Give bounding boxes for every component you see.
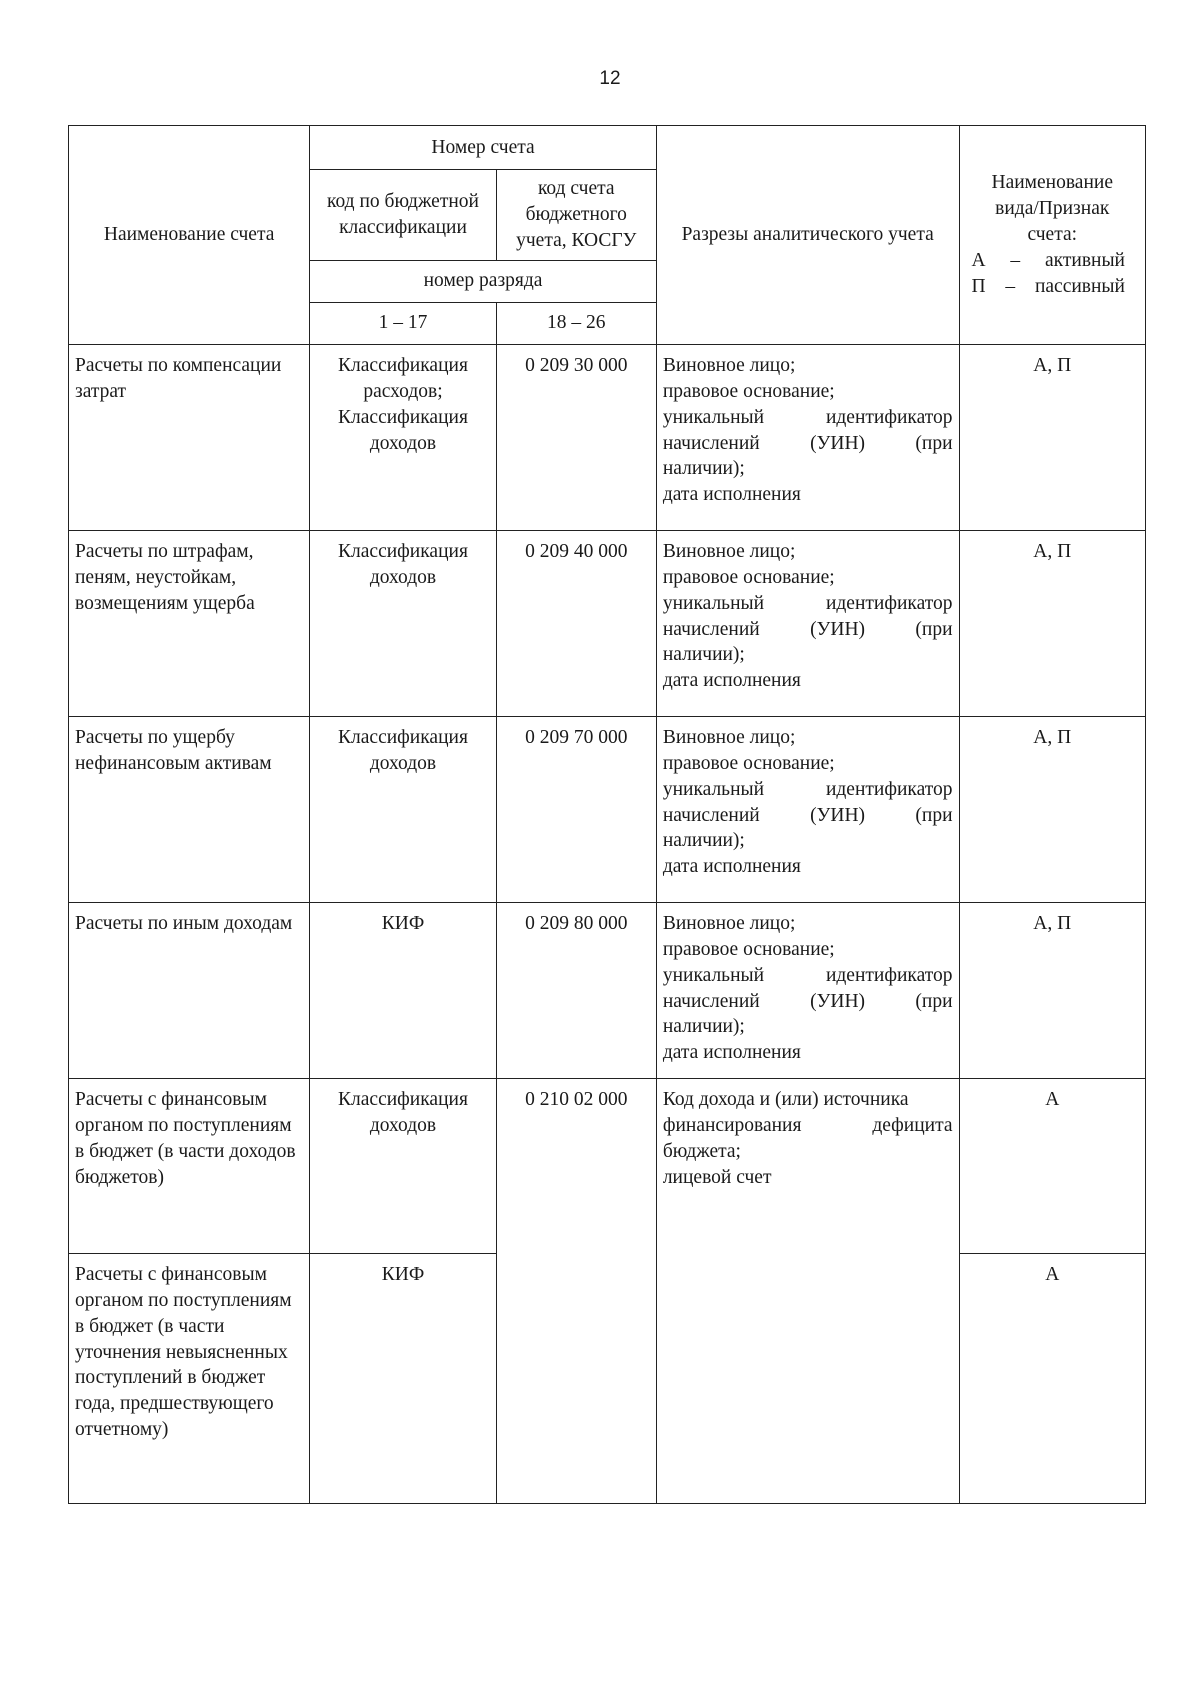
analytics-attributes: Виновное лицо; правовое основание; уникальный идентификатор начислений (УИН) (при наличии); дата исполнения bbox=[656, 716, 959, 902]
header-vid-line: счета: bbox=[1027, 223, 1078, 245]
table-row bbox=[69, 530, 1146, 716]
header-digits-18-26: 18 – 26 bbox=[496, 302, 656, 344]
header-budget-classification-code: код по бюджетной классификации bbox=[310, 170, 496, 261]
account-sign: А, П bbox=[959, 530, 1145, 716]
account-sign: А, П bbox=[959, 716, 1145, 902]
account-name: Расчеты по компенсации затрат bbox=[69, 344, 310, 530]
account-sign: А, П bbox=[959, 902, 1145, 1078]
account-name: Расчеты с финансовым органом по поступлениям в бюджет (в части уточнения невыясненных поступлений в бюджет года, предшествующего отчетному) bbox=[69, 1253, 310, 1503]
account-code: 0 209 70 000 bbox=[496, 716, 656, 902]
analytics-attributes: Виновное лицо; правовое основание; уникальный идентификатор начислений (УИН) (при наличии); дата исполнения bbox=[656, 344, 959, 530]
header-digits-1-17: 1 – 17 bbox=[310, 302, 496, 344]
header-digit-number: номер разряда bbox=[310, 260, 657, 302]
account-sign: А bbox=[959, 1253, 1145, 1503]
table-header bbox=[69, 126, 1146, 345]
classification: КИФ bbox=[310, 1253, 496, 1503]
page-number: 12 bbox=[599, 68, 621, 89]
account-code: 0 209 40 000 bbox=[496, 530, 656, 716]
account-code: 0 209 30 000 bbox=[496, 344, 656, 530]
classification: Классификация доходов bbox=[310, 716, 496, 902]
analytics-attributes: Виновное лицо; правовое основание; уникальный идентификатор начислений (УИН) (при наличии); дата исполнения bbox=[656, 530, 959, 716]
classification: КИФ bbox=[310, 902, 496, 1078]
table-row bbox=[69, 902, 1146, 1078]
analytics-attributes: Код дохода и (или) источника финансирования дефицита бюджета; лицевой счет bbox=[656, 1078, 959, 1503]
header-vid-active: А – активный bbox=[971, 249, 1125, 271]
table-row bbox=[69, 716, 1146, 902]
classification: Классификация доходов bbox=[310, 530, 496, 716]
account-sign: А, П bbox=[959, 344, 1145, 530]
account-sign: А bbox=[959, 1078, 1145, 1253]
account-code: 0 210 02 000 bbox=[496, 1078, 656, 1503]
header-account-name: Наименование счета bbox=[69, 126, 310, 345]
chart-of-accounts-table bbox=[68, 125, 1146, 1504]
header-vid-line: вида/Признак bbox=[995, 198, 1110, 219]
account-name: Расчеты с финансовым органом по поступлениям в бюджет (в части доходов бюджетов) bbox=[69, 1078, 310, 1253]
account-name: Расчеты по ущербу нефинансовым активам bbox=[69, 716, 310, 902]
header-account-type bbox=[959, 126, 1145, 345]
account-name: Расчеты по штрафам, пеням, неустойкам, возмещениям ущерба bbox=[69, 530, 310, 716]
header-account-number: Номер счета bbox=[310, 126, 657, 170]
classification: Классификация расходов; Классификация доходов bbox=[310, 344, 496, 530]
header-vid-passive: П – пассивный bbox=[971, 275, 1125, 297]
table-row bbox=[69, 1078, 1146, 1253]
account-code: 0 209 80 000 bbox=[496, 902, 656, 1078]
header-account-code: код счета бюджетного учета, КОСГУ bbox=[496, 170, 656, 261]
analytics-attributes: Виновное лицо; правовое основание; уникальный идентификатор начислений (УИН) (при наличии); дата исполнения bbox=[656, 902, 959, 1078]
header-analytics: Разрезы аналитического учета bbox=[656, 126, 959, 345]
table-row bbox=[69, 344, 1146, 530]
account-name: Расчеты по иным доходам bbox=[69, 902, 310, 1078]
classification: Классификация доходов bbox=[310, 1078, 496, 1253]
header-vid-line: Наименование bbox=[991, 172, 1113, 194]
